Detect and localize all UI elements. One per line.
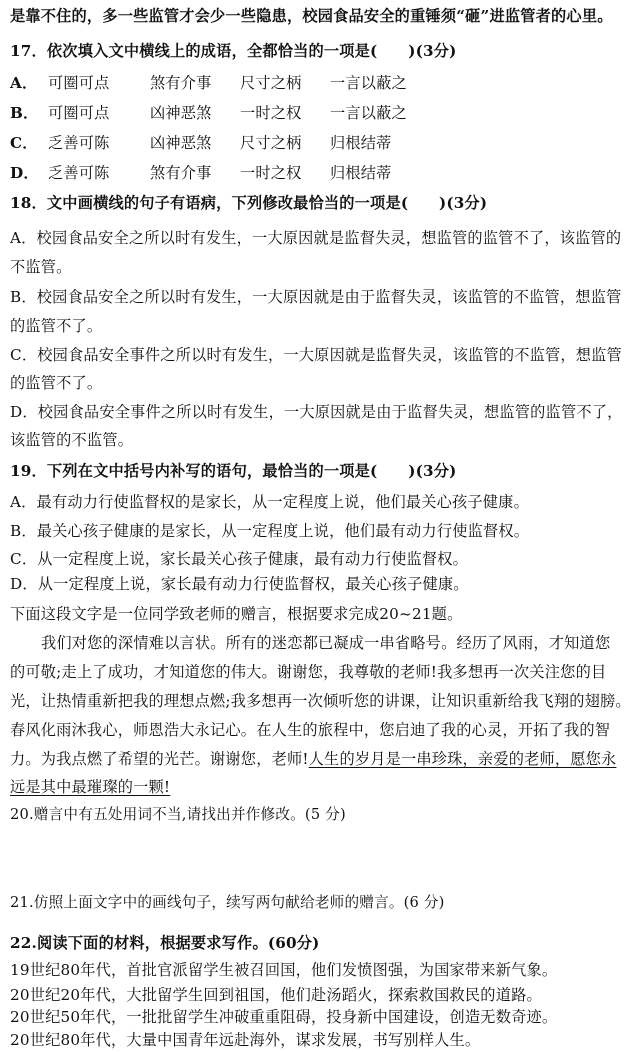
q22-material-line-2: 20世纪20年代，大批留学生回到祖国，他们赴汤蹈火，探索救国救民的道路。 [10,986,542,1004]
q17-option-b [10,103,632,123]
option-word: 尺寸之柄 [240,74,302,92]
option-word: 可圈可点 [48,74,110,92]
option-word: 凶神恶煞 [150,134,212,152]
question-20: 20.赠言中有五处用词不当,请找出并作修改。(5 分) [10,806,346,823]
q19-option-b: B．最关心孩子健康的是家长，从一定程度上说，他们最有动力行使监督权。 [10,522,530,540]
option-word: 乏善可陈 [48,164,110,182]
option-letter: B． [10,104,39,122]
option-word: 煞有介事 [150,74,212,92]
q19-option-c: C．从一定程度上说，家长最关心孩子健康，最有动力行使监督权。 [10,550,469,568]
option-word: 煞有介事 [150,164,212,182]
question-22-stem-text: 22.阅读下面的材料，根据要求写作。(60分) [10,934,320,952]
q18-option-b-line1: B．校园食品安全之所以时有发生，一大原因就是由于监督失灵，该监管的不监管，想监管 [10,288,622,306]
option-word: 归根结蒂 [330,164,392,182]
underlined-sentence-part2: 远是其中最璀璨的一颗! [10,778,171,796]
passage-line-3: 光，让热情重新把我的理想点燃;我多想再一次倾听您的讲课，让知识重新给我飞翔的翅膀。 [10,692,631,710]
q18-option-b-line2: 的监管不了。 [10,317,103,335]
option-word: 一言以蔽之 [330,104,407,122]
option-word: 一时之权 [240,104,302,122]
question-19-stem: 19．下列在文中括号内补写的语句，最恰当的一项是( )(3分) [10,462,457,480]
q19-option-a: A．最有动力行使监督权的是家长，从一定程度上说，他们最关心孩子健康。 [10,493,529,511]
passage-line-2: 的可敬;走上了成功，才知道您的伟大。谢谢您，我尊敬的老师!我多想再一次关注您的目 [10,663,607,681]
option-word: 凶神恶煞 [150,104,212,122]
question-18-stem [10,193,632,213]
passage-closing-line: 是靠不住的，多一些监管才会少一些隐患，校园食品安全的重锤须“砸”进监管者的心里。 [10,7,613,25]
option-word: 尺寸之柄 [240,134,302,152]
q22-material-line-1: 19世纪80年代，首批官派留学生被召回国，他们发愤图强，为国家带来新气象。 [10,961,558,979]
q19-option-d: D．从一定程度上说，家长最有动力行使监督权，最关心孩子健康。 [10,575,469,593]
q17-option-c [10,133,632,153]
q18-option-c-line2: 的监管不了。 [10,374,103,392]
passage-line-1: 我们对您的深情难以言状。所有的迷恋都已凝成一串省略号。经历了风雨，才知道您 [41,634,611,652]
q18-option-a-line2: 不监管。 [10,258,72,276]
option-word: 归根结蒂 [330,134,392,152]
option-letter: D． [10,164,39,182]
option-word: 一言以蔽之 [330,74,407,92]
q17-option-d [10,163,632,183]
option-word: 乏善可陈 [48,134,110,152]
q18-option-a-line1: A．校园食品安全之所以时有发生，一大原因就是监督失灵，想监管的监管不了，该监管的 [10,229,622,247]
passage-line-5-text: 力。为我点燃了希望的光芒。谢谢您，老师! [10,750,309,768]
q22-material-line-3: 20世纪50年代，一批批留学生冲破重重阻碍，投身新中国建设，创造无数奇迹。 [10,1008,558,1026]
question-22-stem [10,933,632,953]
question-21: 21.仿照上面文字中的画线句子，续写两句献给老师的赠言。(6 分) [10,894,445,911]
question-17-stem: 17．依次填入文中横线上的成语，全都恰当的一项是( )(3分) [10,42,457,60]
q18-option-d-line2: 该监管的不监管。 [10,431,134,449]
passage-line-6 [10,777,632,797]
passage-intro: 下面这段文字是一位同学致老师的赠言，根据要求完成20~21题。 [10,605,463,623]
option-letter: C． [10,134,38,152]
q18-option-d-line1: D．校园食品安全事件之所以时有发生，一大原因就是由于监督失灵，想监管的监管不了， [10,403,623,421]
option-word: 一时之权 [240,164,302,182]
q17-option-a [10,73,632,93]
passage-line-5 [10,749,632,769]
q22-material-line-4: 20世纪80年代，大量中国青年远赴海外，谋求发展，书写别样人生。 [10,1031,481,1049]
underlined-sentence-part1: 人生的岁月是一串珍珠，亲爱的老师，愿您永 [308,750,617,768]
q18-option-c-line1: C．校园食品安全事件之所以时有发生，一大原因就是监督失灵，该监管的不监管，想监管 [10,346,622,364]
passage-line-4: 春风化雨沐我心，师恩浩大永记心。在人生的旅程中，您启迪了我的心灵，开拓了我的智 [10,721,611,739]
option-letter: A． [10,74,38,92]
question-18-stem-text: 18．文中画横线的句子有语病，下列修改最恰当的一项是( )(3分) [10,194,488,212]
option-word: 可圈可点 [48,104,110,122]
